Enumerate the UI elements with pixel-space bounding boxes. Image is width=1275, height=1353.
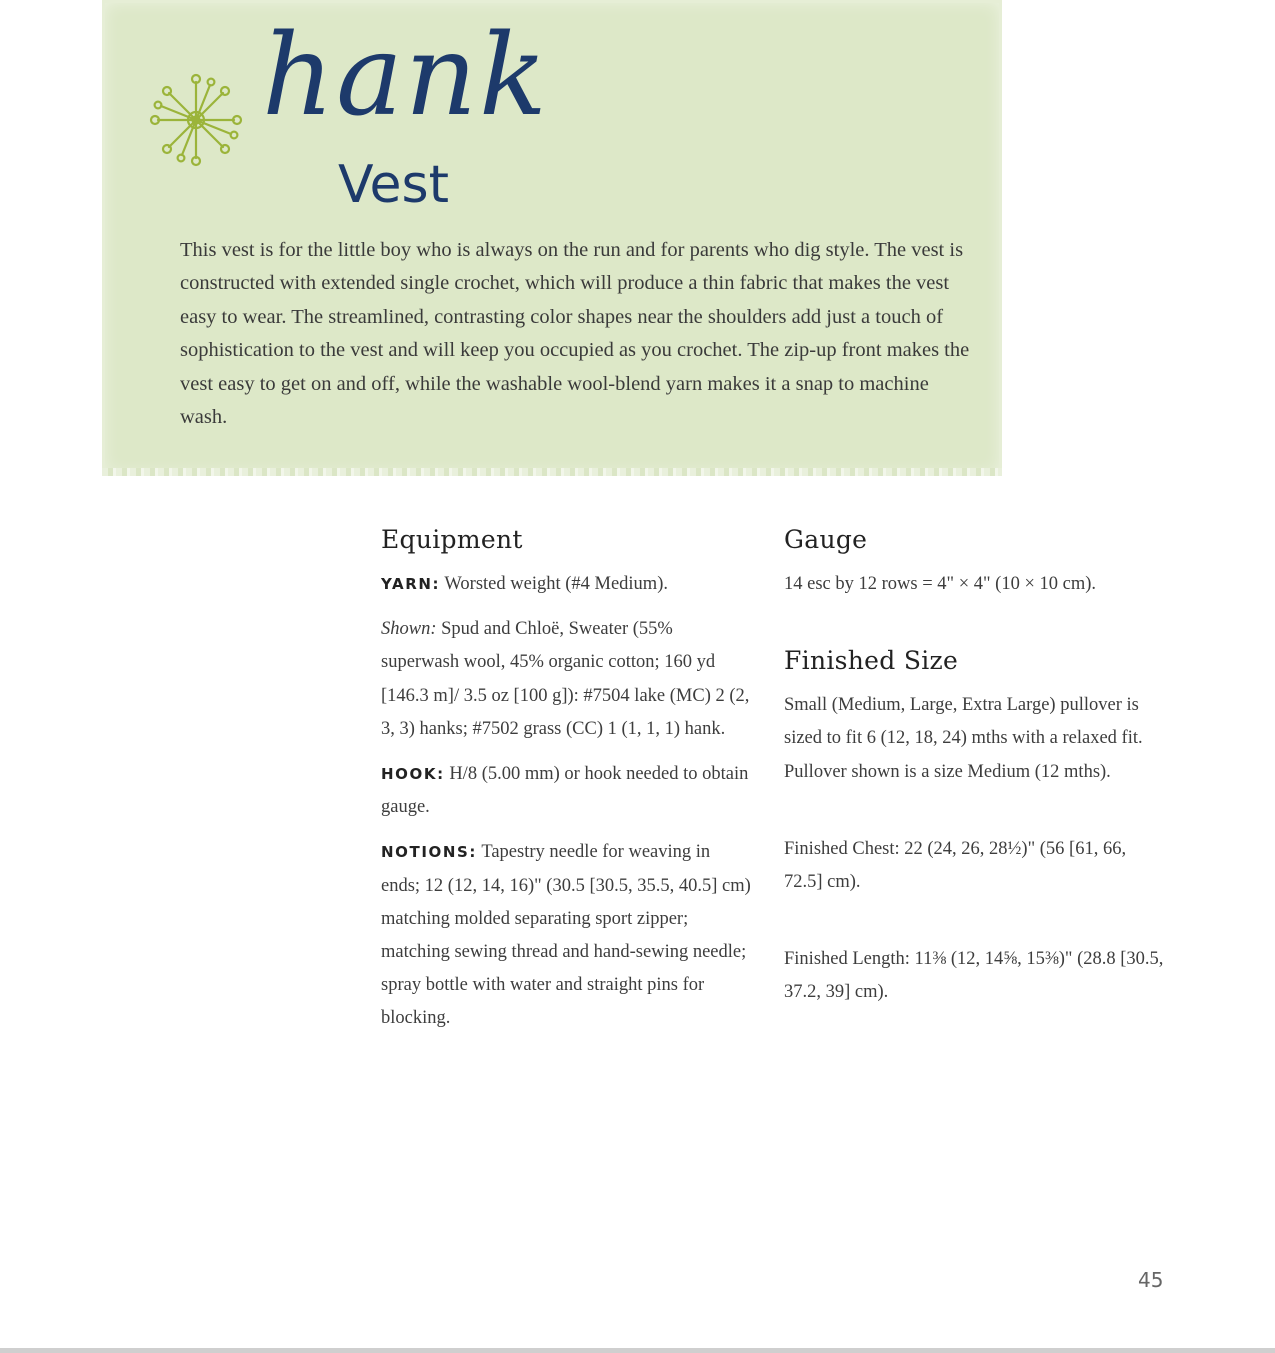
script-title: hank xyxy=(262,11,549,141)
gauge-heading: Gauge xyxy=(784,525,868,554)
finished-chest-text: Finished Chest: 22 (24, 26, 28½)" (56 [61, 66, 72.5] cm). xyxy=(784,838,1127,893)
bottom-rule xyxy=(0,1348,1275,1353)
shown-label: Shown: xyxy=(381,619,437,640)
gauge-text: 14 esc by 12 rows = 4" × 4" (10 × 10 cm). xyxy=(784,574,1097,594)
flower-icon xyxy=(148,72,244,168)
shown-paragraph xyxy=(381,613,751,746)
finished-length-text: Finished Length: 11⅜ (12, 14⅝, 15⅜)" (28.8 [30.5, 37.2, 39] cm). xyxy=(784,949,1164,1003)
page-number: 45 xyxy=(1138,1268,1164,1292)
shown-text: Spud and Chloë, Sweater (55% superwash wool, 45% organic cotton; 160 yd [146.3 m]/ 3.5 oz [100 g]): #7504 lake (MC) 2 (2, 3, 3) hanks; #7502 grass (CC) 1 (1, 1, 1) hank. xyxy=(381,619,750,739)
equipment-heading: Equipment xyxy=(381,525,523,554)
notions-text: Tapestry needle for weaving in ends; 12 (12, 14, 16)" (30.5 [30.5, 35.5, 40.5] cm) matching molded separating sport zipper; matching sewing thread and hand-sewing needle; spray bottle with water and straight pins for blocking. xyxy=(381,842,751,1029)
gauge-size-column xyxy=(784,522,1164,1022)
yarn-label: YARN: xyxy=(381,575,441,593)
notions-paragraph xyxy=(381,836,751,1035)
finished-size-text: Small (Medium, Large, Extra Large) pullover is sized to fit 6 (12, 18, 24) mths with a relaxed fit. Pullover shown is a size Medium (12 mths). xyxy=(784,695,1143,782)
hook-paragraph xyxy=(381,758,751,824)
page-title: Vest xyxy=(338,155,450,215)
equipment-section xyxy=(381,522,751,1048)
notions-label: NOTIONS: xyxy=(381,843,478,862)
hook-text: H/8 (5.00 mm) or hook needed to obtain gauge. xyxy=(381,764,749,818)
yarn-text: Worsted weight (#4 Medium). xyxy=(440,574,668,594)
intro-paragraph: This vest is for the little boy who is always on the run and for parents who dig style. The vest is constructed with extended single crochet, which will produce a thin fabric that makes the vest easy to wear. The streamlined, contrasting color shapes near the shoulders add just a touch of sophistication to the vest and will keep you occupied as you crochet. The zip-up front makes the vest easy to get on and off, while the washable wool-blend yarn makes it a snap to machine wash. xyxy=(180,239,970,429)
hook-label: HOOK: xyxy=(381,765,445,784)
finished-size-heading: Finished Size xyxy=(784,646,959,676)
yarn-paragraph xyxy=(381,568,751,601)
